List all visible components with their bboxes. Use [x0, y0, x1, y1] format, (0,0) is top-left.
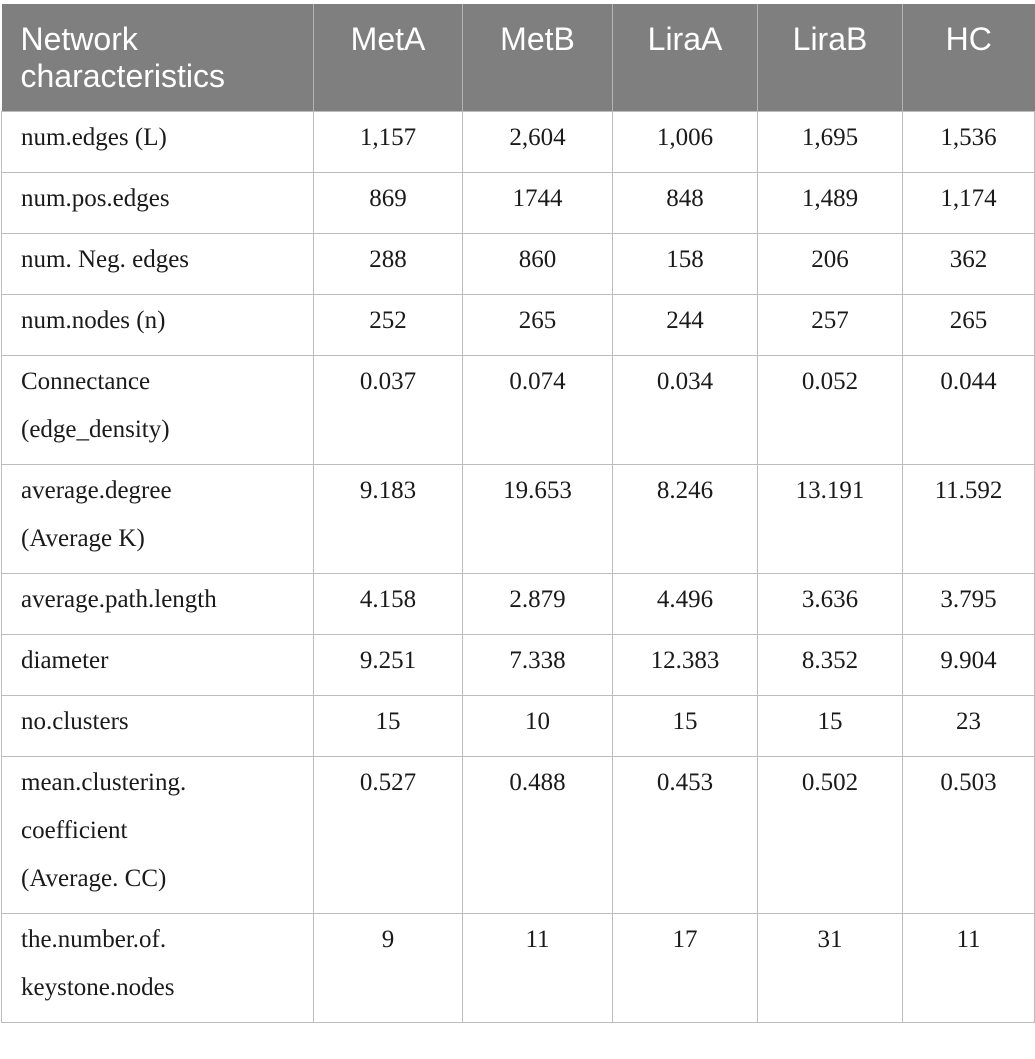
value-cell: 9.904	[903, 635, 1035, 696]
value-cell: 265	[903, 295, 1035, 356]
row-label-cell	[2, 574, 314, 635]
row-label-cell	[2, 635, 314, 696]
value-cell: 0.074	[463, 356, 613, 465]
value-cell: 0.502	[758, 757, 903, 914]
column-header-lirab: LiraB	[758, 4, 903, 112]
table-row	[2, 914, 1035, 1023]
value-cell: 9	[314, 914, 463, 1023]
value-cell: 9.251	[314, 635, 463, 696]
value-cell: 3.636	[758, 574, 903, 635]
value-cell: 8.352	[758, 635, 903, 696]
value-cell: 1,536	[903, 112, 1035, 173]
row-label-line: the.number.of.	[21, 926, 167, 953]
row-label-line: Connectance	[21, 368, 151, 395]
value-cell: 1744	[463, 173, 613, 234]
row-label-line: (Average K)	[21, 525, 145, 552]
value-cell: 848	[613, 173, 758, 234]
header-label-line: Network	[20, 21, 138, 57]
value-cell: 265	[463, 295, 613, 356]
value-cell: 244	[613, 295, 758, 356]
value-cell: 3.795	[903, 574, 1035, 635]
table-row	[2, 295, 1035, 356]
row-label-cell	[2, 356, 314, 465]
value-cell: 9.183	[314, 465, 463, 574]
value-cell: 2.879	[463, 574, 613, 635]
row-label-cell	[2, 696, 314, 757]
table-row	[2, 112, 1035, 173]
value-cell: 4.496	[613, 574, 758, 635]
value-cell: 0.034	[613, 356, 758, 465]
value-cell: 288	[314, 234, 463, 295]
row-label-line: average.path.length	[21, 586, 217, 613]
value-cell: 1,157	[314, 112, 463, 173]
value-cell: 10	[463, 696, 613, 757]
value-cell: 13.191	[758, 465, 903, 574]
table-row	[2, 696, 1035, 757]
value-cell: 0.044	[903, 356, 1035, 465]
table-row	[2, 757, 1035, 914]
value-cell: 0.503	[903, 757, 1035, 914]
row-label-cell	[2, 112, 314, 173]
row-label-line: num.pos.edges	[21, 185, 170, 212]
row-label-line: no.clusters	[21, 708, 129, 735]
row-label-line: num.edges (L)	[21, 124, 167, 151]
value-cell: 11	[903, 914, 1035, 1023]
value-cell: 206	[758, 234, 903, 295]
table-row	[2, 465, 1035, 574]
column-header-hc: HC	[903, 4, 1035, 112]
value-cell: 7.338	[463, 635, 613, 696]
value-cell: 15	[758, 696, 903, 757]
network-characteristics-table	[1, 4, 1035, 1023]
value-cell: 23	[903, 696, 1035, 757]
row-label-line: average.degree	[21, 477, 172, 504]
row-label-line: keystone.nodes	[21, 974, 175, 1001]
value-cell: 17	[613, 914, 758, 1023]
row-label-line: num. Neg. edges	[21, 246, 190, 273]
value-cell: 8.246	[613, 465, 758, 574]
row-label-cell	[2, 757, 314, 914]
value-cell: 31	[758, 914, 903, 1023]
table-header-row	[2, 4, 1035, 112]
value-cell: 860	[463, 234, 613, 295]
header-label-line: characteristics	[20, 58, 225, 94]
value-cell: 0.527	[314, 757, 463, 914]
value-cell: 1,695	[758, 112, 903, 173]
table-body	[2, 112, 1035, 1023]
value-cell: 11	[463, 914, 613, 1023]
row-label-line: (Average. CC)	[21, 865, 167, 892]
value-cell: 1,174	[903, 173, 1035, 234]
value-cell: 252	[314, 295, 463, 356]
row-label-line: diameter	[21, 647, 109, 674]
value-cell: 0.052	[758, 356, 903, 465]
value-cell: 0.037	[314, 356, 463, 465]
row-label-line: coefficient	[21, 817, 128, 844]
value-cell: 15	[613, 696, 758, 757]
value-cell: 19.653	[463, 465, 613, 574]
value-cell: 11.592	[903, 465, 1035, 574]
row-label-cell	[2, 914, 314, 1023]
row-label-line: (edge_density)	[21, 416, 170, 443]
row-label-line: num.nodes (n)	[21, 307, 166, 334]
value-cell: 15	[314, 696, 463, 757]
table-row	[2, 173, 1035, 234]
row-label-cell	[2, 295, 314, 356]
table-row	[2, 234, 1035, 295]
column-header-metb: MetB	[463, 4, 613, 112]
value-cell: 1,489	[758, 173, 903, 234]
value-cell: 2,604	[463, 112, 613, 173]
column-header-meta: MetA	[314, 4, 463, 112]
value-cell: 158	[613, 234, 758, 295]
value-cell: 0.488	[463, 757, 613, 914]
value-cell: 869	[314, 173, 463, 234]
table-row	[2, 356, 1035, 465]
value-cell: 362	[903, 234, 1035, 295]
value-cell: 1,006	[613, 112, 758, 173]
table-row	[2, 574, 1035, 635]
value-cell: 12.383	[613, 635, 758, 696]
row-label-cell	[2, 465, 314, 574]
table-row	[2, 635, 1035, 696]
value-cell: 257	[758, 295, 903, 356]
column-header-liraa: LiraA	[613, 4, 758, 112]
row-label-cell	[2, 173, 314, 234]
value-cell: 4.158	[314, 574, 463, 635]
value-cell: 0.453	[613, 757, 758, 914]
header-label-cell	[2, 4, 314, 112]
row-label-line: mean.clustering.	[21, 769, 187, 796]
row-label-cell	[2, 234, 314, 295]
